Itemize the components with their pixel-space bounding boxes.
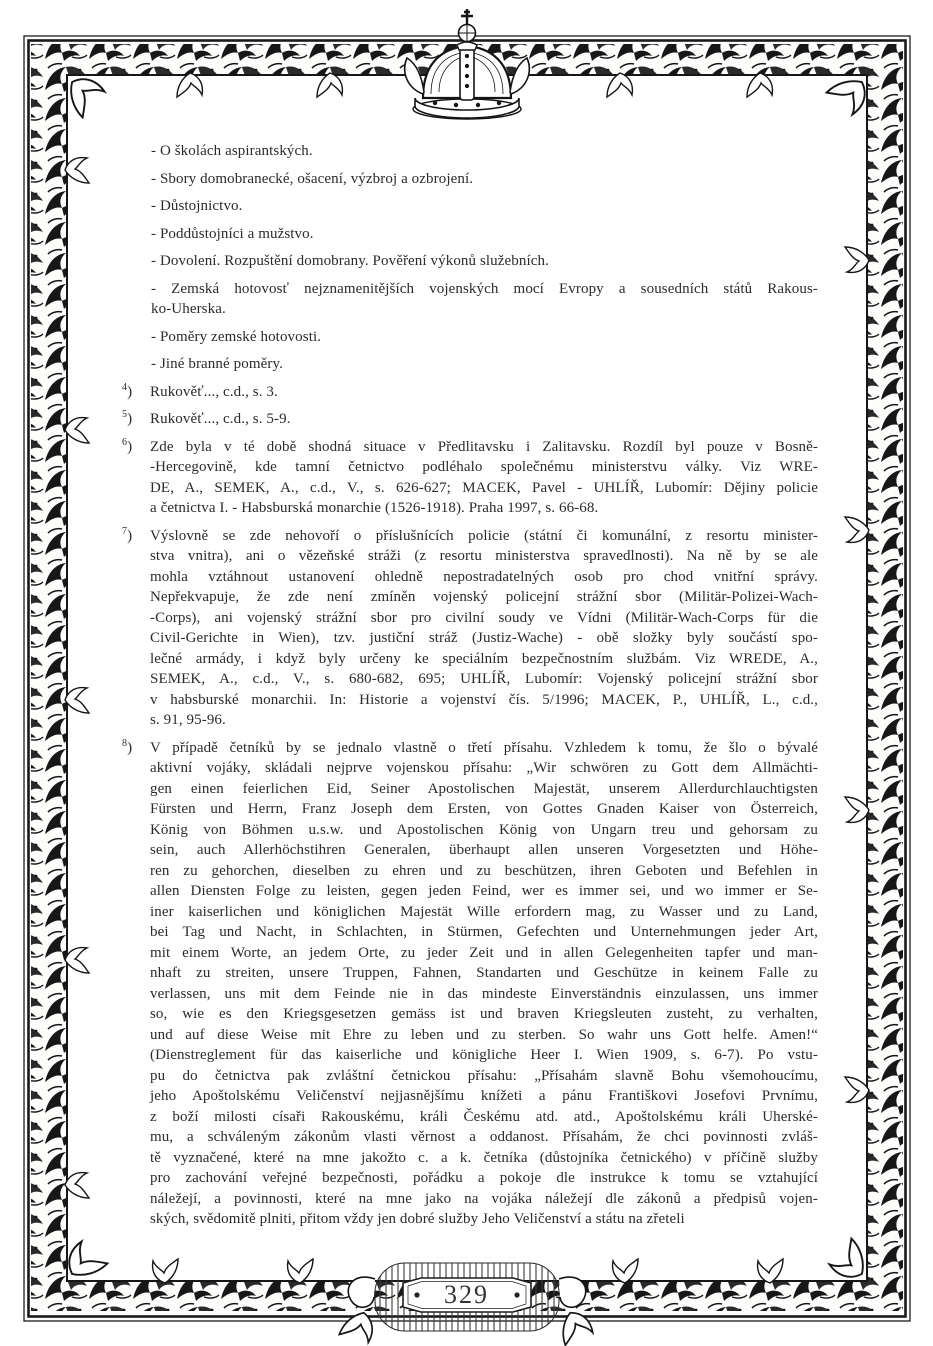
list-item: [151, 224, 818, 245]
footnote-marker: [122, 382, 132, 403]
text-line: ko-Uherska.: [151, 301, 226, 317]
list-item: [151, 279, 818, 320]
list-item: [151, 196, 818, 217]
text-line: Rukověť..., c.d., s. 5-9.: [150, 411, 291, 427]
text-line: -Hercegovině, kde tamní četnictvo podléhalo společnému ministerstvu války. Viz WRE-: [150, 459, 818, 475]
text-line: nhaft zu streiten, unsere Truppen, Fahnen, Standarten und Geschütze in keinem Falle zu: [150, 965, 818, 981]
list-item: [151, 169, 818, 190]
text-line: v habsburské monarchii. In: Historie a vojenství čís. 5/1996; MACEK, P., UHLÍŘ, L., c.d.,: [150, 691, 818, 708]
text-line: mit einem Worte, an jedem Orte, zu jeder Zeit und in allen Gelegenheiten tapfer und man-: [150, 944, 818, 961]
text-line: Rukověť..., c.d., s. 3.: [150, 383, 278, 400]
footnote: [122, 437, 818, 519]
text-line: - Sbory domobranecké, ošacení, výzbroj a ozbrojení.: [151, 170, 474, 187]
text-line: ských, svědomitě plniti, přitom vždy jen dobré služby Jeho Veličenství a státu na zřeteli: [150, 1211, 685, 1227]
text-line: ren zu gehorchen, dieselben zu ehren und zu beschützen, ihren Geboten und Befehlen in: [150, 862, 818, 879]
topic-list: [151, 141, 818, 375]
text-line: jeho Apoštolskému Veličenství nejjasnějšímu knížeti a pánu Františkovi Josefovi Prvnímu,: [150, 1088, 818, 1104]
text-line: aktivní vojáky, skládali nejprve vojenskou přísahu: „Wir schwören zu Gott dem Allmächti-: [150, 760, 818, 776]
text-line: z boží milosti císaři Rakouskému, králi Českému atd. atd., Apoštolskému králi Uherské-: [150, 1108, 818, 1125]
footnote: [122, 738, 818, 1230]
text-line: stva vnitra), ani o vězeňské stráži (z resortu ministerstva spravedlnosti). Na ně by se ale: [150, 548, 818, 564]
footnote: [122, 382, 818, 403]
text-line: - Poddůstojníci a mužstvo.: [151, 225, 314, 242]
text-line: Fürsten und Herrn, Franz Joseph dem Ersten, von Gottes Gnaden Kaiser von Österreich,: [150, 801, 818, 817]
text-line: gen einen feierlichen Eid, Seiner Apostolischen Majestät, unserem Allerdurchlauchtigsten: [150, 780, 818, 797]
footnote-marker: [122, 409, 132, 430]
text-line: - O školách aspirantských.: [151, 143, 313, 159]
list-item: [151, 354, 818, 375]
footnote-number: 6: [122, 436, 128, 448]
footnote-paren: ): [127, 527, 133, 544]
footnote: [122, 526, 818, 731]
page-number: 329: [444, 1280, 489, 1309]
footnote-paren: ): [127, 438, 133, 455]
text-line: - Dovolení. Rozpuštění domobrany. Pověření výkonů služebních.: [151, 253, 549, 269]
text-line: pro zachování veřejné bezpečnosti, pořádku a pokoje dle instrukce k tomu se vztahující: [150, 1170, 818, 1186]
text-line: allen Diensten Folge zu leisten, gegen jeden Feind, wer es immer sei, und wo immer er Se-: [150, 883, 818, 899]
footnote-paren: ): [127, 411, 133, 427]
text-line: DE, A., SEMEK, A., c.d., V., s. 626-627; MACEK, Pavel - UHLÍŘ, Lubomír: Dějiny policie: [150, 479, 818, 496]
footnote-marker: [122, 437, 132, 458]
text-line: - Poměry zemské hotovosti.: [151, 328, 322, 345]
text-line: - Důstojnictvo.: [151, 198, 243, 214]
text-line: mohla vztáhnout ustanovení ohledně nepostradatelných osob pro chod vnitřní správy.: [150, 568, 818, 585]
footnote-marker: [122, 526, 132, 547]
text-line: sein, auch Allerhöchstihren Generalen, überhaupt allen unseren Vorgesetzten und Höhe-: [150, 842, 818, 858]
text-line: a četnictva I. - Habsburská monarchie (1526-1918). Praha 1997, s. 66-68.: [150, 500, 599, 516]
footnote-paren: ): [127, 739, 133, 756]
footnote-marker: [122, 738, 132, 759]
footnote-number: 4: [122, 381, 128, 393]
footnote-number: 7: [122, 525, 128, 537]
text-line: (Dienstreglement für das kaiserliche und königliche Heer I. Wien 1909, s. 6-7). Po vstu-: [150, 1047, 818, 1063]
footnote-number: 5: [122, 409, 128, 420]
list-item: [151, 251, 818, 272]
text-line: Nepřekvapuje, že zde není zmíněn vojenský policejní strážní sbor (Militär-Polizei-Wach-: [150, 589, 818, 605]
text-line: Zde byla v té době shodná situace v Předlitavsku i Zalitavsku. Rozdíl byl pouze v Bosně-: [150, 438, 818, 455]
page-content: [122, 141, 818, 1237]
text-line: Výslovně se zde nehovoří o příslušnících policie (státní či komunální, z resortu minister-: [150, 527, 818, 544]
text-line: SEMEK, A., c.d., V., s. 680-682, 695; UHLÍŘ, Lubomír: Vojenský policejní strážní sbor: [150, 671, 818, 687]
text-line: - Zemská hotovosť nejznamenitějších vojenských mocí Evropy a sousedních států Rakous-: [151, 280, 818, 297]
text-line: lečné armády, i když byly určeny ke speciálním bezpečnostním službám. Viz WREDE, A.,: [150, 650, 818, 667]
text-line: -Corps), ani vojenský strážní sbor pro civilní soudy ve Vídni (Militär-Wach-Corps für die: [150, 609, 818, 626]
text-line: - Jiné branné poměry.: [151, 356, 283, 372]
text-line: König von Böhmen u.s.w. und Apostolischen König von Ungarn treu und gehorsam zu: [150, 821, 818, 838]
footnote-number: 8: [122, 737, 128, 749]
text-line: pu do četnictva pak zvláštní četnickou přísahu: „Přísahám slavně Bohu všemohoucímu,: [150, 1067, 818, 1084]
text-line: bei Tag und Nacht, in Schlachten, in Stürmen, Gefechten und Unternehmungen jeder Art,: [150, 924, 818, 940]
text-line: Civil-Gerichte in Wien), tzv. justiční stráž (Justiz-Wache) - obě složky byly součástí spo-: [150, 630, 818, 646]
text-line: V případě četníků by se jednalo vlastně o třetí přísahu. Vzhledem k tomu, že šlo o bývalé: [150, 739, 818, 756]
text-line: s. 91, 95-96.: [150, 712, 226, 728]
text-line: mu, a schváleným zákonům vlasti věrnost a oddanost. Přísahám, že chci povinnosti zvláš-: [150, 1129, 818, 1145]
text-line: verlassen, uns mit dem Feinde nie in das mindeste Einverständnis einzulassen, uns immer: [150, 985, 818, 1002]
list-item: [151, 327, 818, 348]
footnote: [122, 409, 818, 430]
text-line: iner kaiserlichen und königlichen Majestät Wille erfordern mag, zu Wasser und zu Land,: [150, 903, 818, 920]
text-line: und auf diese Weise mit Ehre zu leben und zu sterben. So wahr uns Gott helfe. Amen!“: [150, 1026, 818, 1043]
text-line: tě vyznačené, které na mne jakožto c. a k. četníka (důstojníka četnického) v příčině služby: [150, 1149, 818, 1166]
footnote-paren: ): [127, 383, 133, 400]
text-line: náležejí, a povinnosti, které na mne jako na vojáka náležejí dle zákonů a předpisů vojen-: [150, 1190, 818, 1207]
list-item: [151, 141, 818, 162]
text-line: so, wie es den Kriegsgesetzen gemäss ist und braven Kriegsleuten zusteht, zu verhalten,: [150, 1006, 818, 1022]
